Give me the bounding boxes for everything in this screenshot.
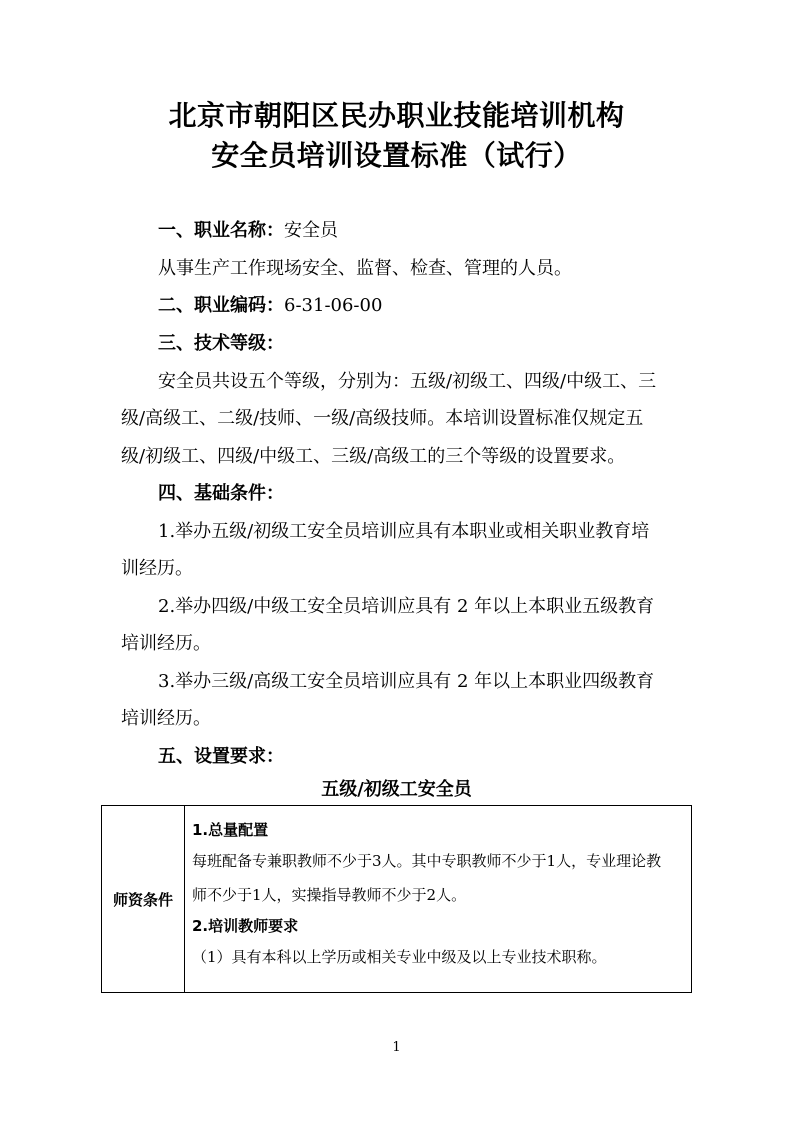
paragraph-line: 3.举办三级/高级工安全员培训应具有 2 年以上本职业四级教育 [158,671,655,692]
occupation-description: 从事生产工作现场安全、监督、检查、管理的人员。 [158,258,572,279]
content-subheading: 1.总量配置 [192,821,269,839]
section-occupation-code [158,293,681,319]
paragraph-line: 训经历。 [121,558,193,579]
document-title-line1: 北京市朝阳区民办职业技能培训机构 [168,99,625,132]
occupation-code-value: 6-31-06-00 [284,295,383,316]
section-heading: 三、技术等级： [158,333,284,354]
row-content [185,806,692,993]
content-line: 每班配备专兼职教师不少于3人。其中专职教师不少于1人，专业理论教 [192,852,662,870]
paragraph-line: 级/初级工、四级/中级工、三级/高级工的三个等级的设置要求。 [121,446,626,467]
paragraph-line: 1.举办五级/初级工安全员培训应具有本职业或相关职业教育培 [158,521,650,542]
table-caption: 五级/初级工安全员 [321,779,472,800]
section-heading: 一、职业名称： [158,220,284,241]
row-label: 师资条件 [102,806,185,993]
section-heading: 五、设置要求： [158,746,284,767]
content-line: 师不少于1人，实操指导教师不少于2人。 [192,886,467,904]
section-heading: 四、基础条件： [158,483,284,504]
content-line: （1）具有本科以上学历或相关专业中级及以上专业技术职称。 [192,948,607,966]
paragraph-line: 安全员共设五个等级，分别为：五级/初级工、四级/中级工、三 [158,371,657,392]
paragraph-line: 2.举办四级/中级工安全员培训应具有 2 年以上本职业五级教育 [158,596,655,617]
occupation-name-value: 安全员 [284,220,338,241]
document-title-line2: 安全员培训设置标准（试行） [211,139,582,172]
content-subheading: 2.培训教师要求 [192,917,299,935]
section-heading: 二、职业编码： [158,295,284,316]
paragraph-line: 级/高级工、二级/技师、一级/高级技师。本培训设置标准仅规定五 [121,408,644,429]
paragraph-line: 培训经历。 [121,633,211,654]
section-occupation-name [158,218,681,244]
page-number: 1 [392,1040,401,1055]
requirements-table [101,805,692,993]
paragraph-line: 培训经历。 [121,708,211,729]
table-row [102,806,692,993]
